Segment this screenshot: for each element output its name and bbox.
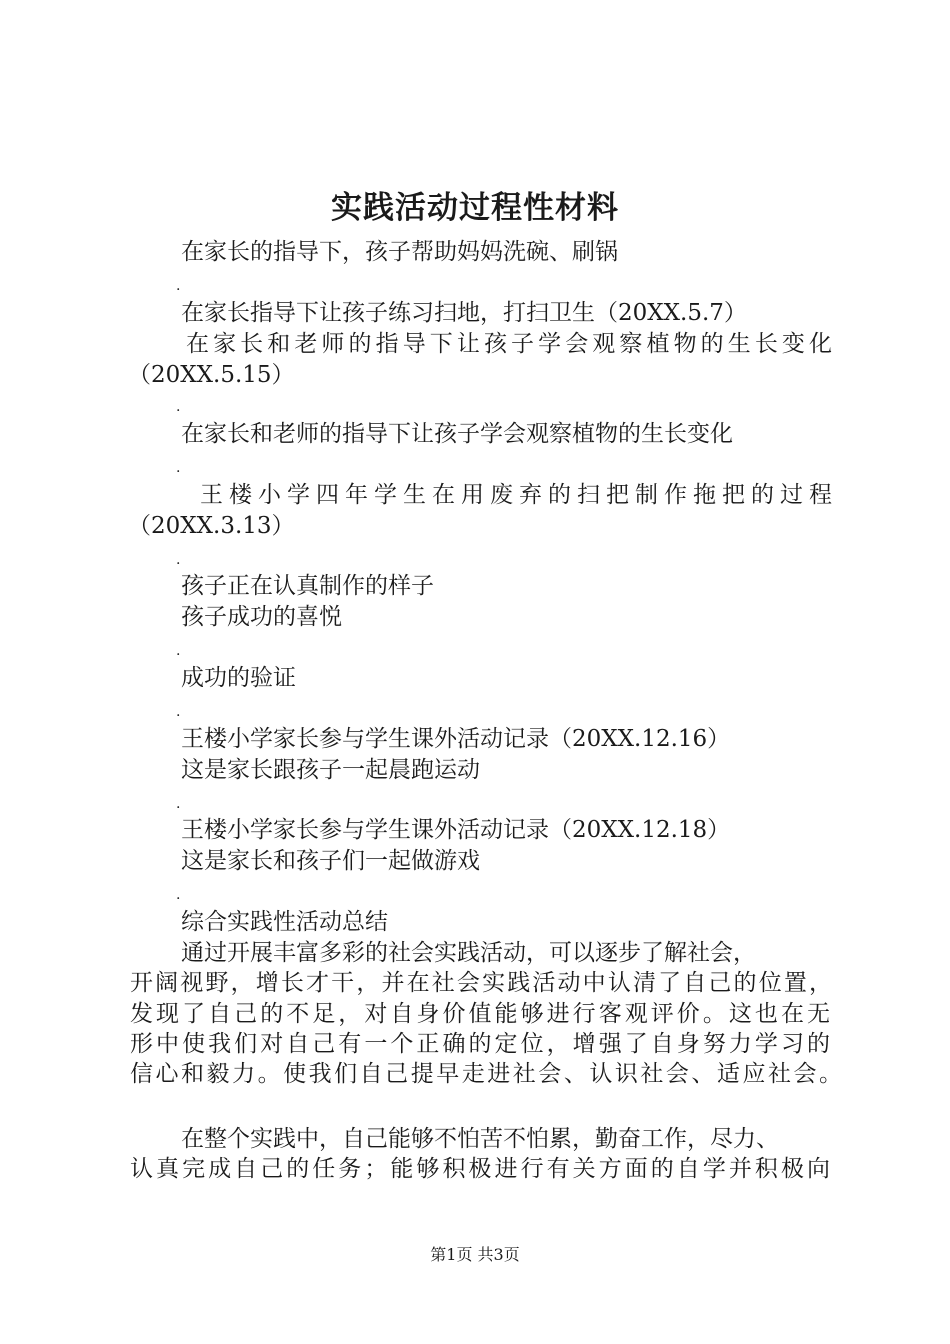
dot-marker: . [176,643,181,659]
text-line: 成功的验证 [181,665,296,691]
dot-marker: . [176,552,181,568]
text-line: 王楼小学家长参与学生课外活动记录（20XX.12.16） [181,726,731,752]
text-line: 王楼小学四年学生在用废弃的扫把制作拖把的过程 [200,482,832,508]
paragraph-line: 开阔视野，增长才干，并在社会实践活动中认清了自己的位置， [130,970,832,996]
dot-marker: . [176,796,181,812]
text-line: 在家长的指导下，孩子帮助妈妈洗碗、刷锅 [181,239,618,265]
dot-marker: . [176,278,181,294]
paragraph-line: 认真完成自己的任务；能够积极进行有关方面的自学并积极向 [130,1156,830,1182]
dot-marker: . [176,704,181,720]
text-line: 孩子成功的喜悦 [181,604,342,630]
paragraph-line: 在整个实践中，自己能够不怕苦不怕累，勤奋工作，尽力、 [181,1126,779,1152]
paragraph-line: 信心和毅力。使我们自己提早走进社会、认识社会、适应社会。 [130,1061,842,1087]
text-line: 在家长指导下让孩子练习扫地，打扫卫生（20XX.5.7） [181,300,747,326]
page-title: 实践活动过程性材料 [331,190,619,226]
dot-marker: . [176,460,181,476]
text-line: （20XX.5.15） [128,362,295,388]
text-line: 这是家长和孩子们一起做游戏 [181,848,480,874]
section-heading: 综合实践性活动总结 [181,909,388,935]
text-line: 这是家长跟孩子一起晨跑运动 [181,757,480,783]
paragraph-line: 发现了自己的不足，对自身价值能够进行客观评价。这也在无 [130,1001,830,1027]
text-line: 孩子正在认真制作的样子 [181,573,434,599]
dot-marker: . [176,887,181,903]
text-line: 在家长和老师的指导下让孩子学会观察植物的生长变化 [181,421,733,447]
text-line: （20XX.3.13） [128,513,295,539]
paragraph-line: 形中使我们对自己有一个正确的定位，增强了自身努力学习的 [130,1031,830,1057]
dot-marker: . [176,399,181,415]
text-line: 王楼小学家长参与学生课外活动记录（20XX.12.18） [181,817,731,843]
paragraph-line: 通过开展丰富多彩的社会实践活动，可以逐步了解社会， [181,940,756,966]
text-line: 在家长和老师的指导下让孩子学会观察植物的生长变化 [186,331,832,357]
page-number-footer: 第1页 共3页 [430,1245,520,1264]
